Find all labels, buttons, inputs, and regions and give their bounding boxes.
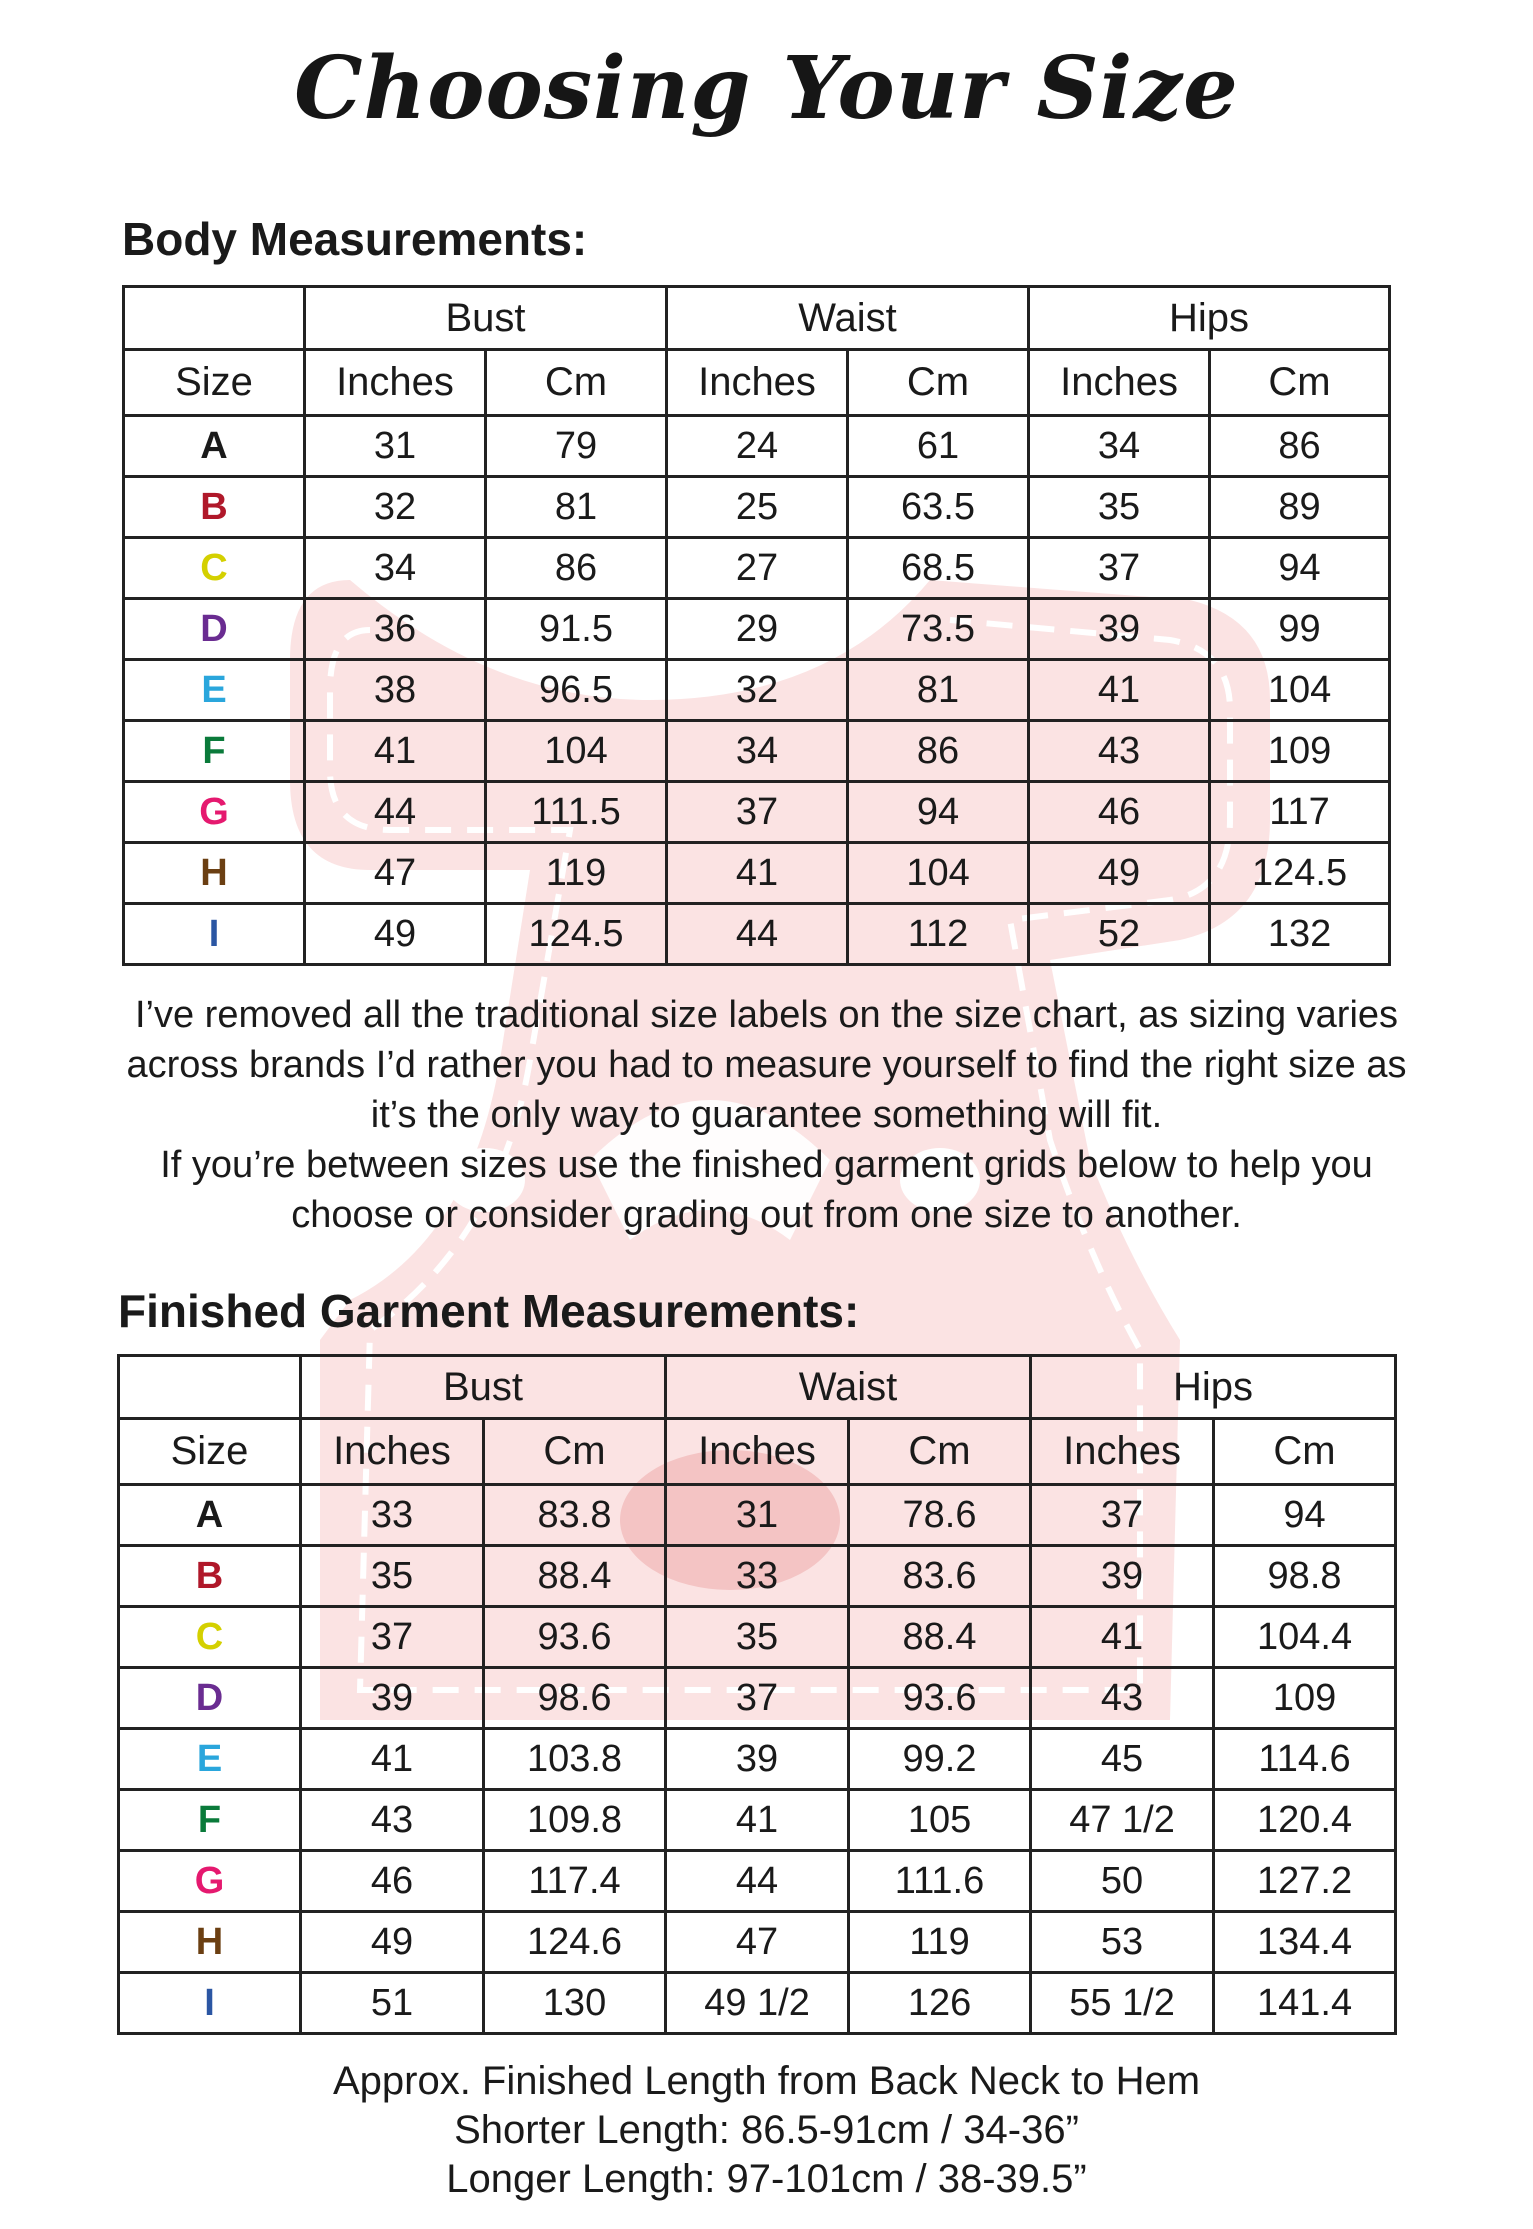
garment-measurements-heading: Finished Garment Measurements: <box>118 1285 860 1337</box>
measurement-cell: 117 <box>1210 782 1390 843</box>
garment-measurements-table <box>117 1354 1397 2035</box>
bust-cm-header: Cm <box>486 350 667 416</box>
measurement-cell: 25 <box>667 477 848 538</box>
length-note <box>0 2057 1533 2204</box>
size-label: B <box>124 477 305 538</box>
size-column-header: Size <box>124 350 305 416</box>
size-label: E <box>119 1729 301 1790</box>
size-column-header: Size <box>119 1419 301 1485</box>
measurement-cell: 132 <box>1210 904 1390 965</box>
measurement-cell: 127.2 <box>1214 1851 1396 1912</box>
size-label: A <box>124 416 305 477</box>
measurement-cell: 112 <box>848 904 1029 965</box>
size-label: I <box>124 904 305 965</box>
bust-group-header: Bust <box>305 287 667 350</box>
measurement-cell: 33 <box>666 1546 849 1607</box>
measurement-cell: 47 1/2 <box>1031 1790 1214 1851</box>
measurement-cell: 47 <box>666 1912 849 1973</box>
size-label: C <box>119 1607 301 1668</box>
measurement-cell: 124.6 <box>484 1912 666 1973</box>
measurement-cell: 68.5 <box>848 538 1029 599</box>
measurement-cell: 41 <box>667 843 848 904</box>
size-label: D <box>124 599 305 660</box>
measurement-cell: 41 <box>1029 660 1210 721</box>
hips-group-header: Hips <box>1031 1356 1396 1419</box>
measurement-cell: 89 <box>1210 477 1390 538</box>
measurement-cell: 94 <box>1210 538 1390 599</box>
measurement-cell: 41 <box>666 1790 849 1851</box>
measurement-cell: 109 <box>1214 1668 1396 1729</box>
measurement-cell: 99 <box>1210 599 1390 660</box>
measurement-cell: 53 <box>1031 1912 1214 1973</box>
sizing-note-line: across brands I’d rather you had to measure yourself to find the right size as <box>126 1044 1407 1086</box>
size-label: B <box>119 1546 301 1607</box>
measurement-cell: 119 <box>849 1912 1031 1973</box>
table-row <box>119 1790 1396 1851</box>
measurement-cell: 46 <box>1029 782 1210 843</box>
measurement-cell: 88.4 <box>484 1546 666 1607</box>
measurement-cell: 83.8 <box>484 1485 666 1546</box>
measurement-cell: 104 <box>1210 660 1390 721</box>
measurement-cell: 86 <box>1210 416 1390 477</box>
waist-group-header: Waist <box>666 1356 1031 1419</box>
measurement-cell: 44 <box>666 1851 849 1912</box>
sizing-note-line: choose or consider grading out from one size to another. <box>291 1194 1242 1236</box>
table-row <box>124 416 1390 477</box>
measurement-cell: 91.5 <box>486 599 667 660</box>
measurement-cell: 41 <box>1031 1607 1214 1668</box>
table-row <box>119 1912 1396 1973</box>
hips-cm-header: Cm <box>1214 1419 1396 1485</box>
measurement-cell: 49 <box>1029 843 1210 904</box>
table-row <box>119 1973 1396 2034</box>
table-row <box>124 599 1390 660</box>
measurement-cell: 33 <box>301 1485 484 1546</box>
measurement-cell: 38 <box>305 660 486 721</box>
measurement-cell: 51 <box>301 1973 484 2034</box>
measurement-cell: 117.4 <box>484 1851 666 1912</box>
measurement-cell: 36 <box>305 599 486 660</box>
measurement-cell: 34 <box>1029 416 1210 477</box>
measurement-cell: 98.6 <box>484 1668 666 1729</box>
measurement-cell: 50 <box>1031 1851 1214 1912</box>
measurement-cell: 111.5 <box>486 782 667 843</box>
table-row <box>124 721 1390 782</box>
measurement-cell: 94 <box>1214 1485 1396 1546</box>
measurement-cell: 37 <box>666 1668 849 1729</box>
measurement-cell: 27 <box>667 538 848 599</box>
measurement-cell: 39 <box>1029 599 1210 660</box>
measurement-cell: 63.5 <box>848 477 1029 538</box>
measurement-cell: 88.4 <box>849 1607 1031 1668</box>
measurement-cell: 34 <box>667 721 848 782</box>
measurement-cell: 29 <box>667 599 848 660</box>
measurement-cell: 103.8 <box>484 1729 666 1790</box>
table-row <box>119 1729 1396 1790</box>
measurement-cell: 44 <box>667 904 848 965</box>
table-row <box>119 1546 1396 1607</box>
table-row <box>124 538 1390 599</box>
measurement-cell: 79 <box>486 416 667 477</box>
measurement-cell: 39 <box>666 1729 849 1790</box>
size-label: H <box>119 1912 301 1973</box>
measurement-cell: 43 <box>301 1790 484 1851</box>
measurement-cell: 37 <box>301 1607 484 1668</box>
measurement-cell: 105 <box>849 1790 1031 1851</box>
sizing-note-line: it’s the only way to guarantee something will fit. <box>370 1094 1163 1136</box>
hips-cm-header: Cm <box>1210 350 1390 416</box>
measurement-cell: 39 <box>301 1668 484 1729</box>
size-label: F <box>124 721 305 782</box>
length-note-line: Shorter Length: 86.5-91cm / 34-36” <box>454 2108 1079 2152</box>
measurement-cell: 41 <box>301 1729 484 1790</box>
measurement-cell: 35 <box>666 1607 849 1668</box>
measurement-cell: 45 <box>1031 1729 1214 1790</box>
measurement-cell: 37 <box>667 782 848 843</box>
measurement-cell: 43 <box>1031 1668 1214 1729</box>
hips-inches-header: Inches <box>1029 350 1210 416</box>
measurement-cell: 124.5 <box>486 904 667 965</box>
sizing-note-line: I’ve removed all the traditional size labels on the size chart, as sizing varies <box>134 994 1399 1036</box>
length-note-line: Approx. Finished Length from Back Neck to Hem <box>332 2059 1201 2103</box>
measurement-cell: 124.5 <box>1210 843 1390 904</box>
measurement-cell: 104 <box>848 843 1029 904</box>
measurement-cell: 49 1/2 <box>666 1973 849 2034</box>
measurement-cell: 109.8 <box>484 1790 666 1851</box>
measurement-cell: 35 <box>301 1546 484 1607</box>
measurement-cell: 43 <box>1029 721 1210 782</box>
measurement-cell: 83.6 <box>849 1546 1031 1607</box>
bust-group-header: Bust <box>301 1356 666 1419</box>
waist-cm-header: Cm <box>848 350 1029 416</box>
measurement-cell: 119 <box>486 843 667 904</box>
table-row <box>119 1485 1396 1546</box>
measurement-cell: 126 <box>849 1973 1031 2034</box>
size-label: C <box>124 538 305 599</box>
measurement-cell: 47 <box>305 843 486 904</box>
measurement-cell: 78.6 <box>849 1485 1031 1546</box>
measurement-cell: 49 <box>301 1912 484 1973</box>
page-title: Choosing Your Size <box>294 38 1239 139</box>
measurement-cell: 99.2 <box>849 1729 1031 1790</box>
measurement-cell: 130 <box>484 1973 666 2034</box>
measurement-cell: 32 <box>305 477 486 538</box>
waist-inches-header: Inches <box>667 350 848 416</box>
waist-inches-header: Inches <box>666 1419 849 1485</box>
measurement-cell: 31 <box>666 1485 849 1546</box>
size-label: I <box>119 1973 301 2034</box>
size-label: D <box>119 1668 301 1729</box>
table-row <box>124 843 1390 904</box>
body-measurements-table <box>122 285 1391 966</box>
corner-cell <box>119 1356 301 1419</box>
size-label: H <box>124 843 305 904</box>
bust-cm-header: Cm <box>484 1419 666 1485</box>
measurement-cell: 94 <box>848 782 1029 843</box>
measurement-cell: 44 <box>305 782 486 843</box>
measurement-cell: 96.5 <box>486 660 667 721</box>
measurement-cell: 52 <box>1029 904 1210 965</box>
measurement-cell: 31 <box>305 416 486 477</box>
measurement-cell: 93.6 <box>849 1668 1031 1729</box>
size-label: G <box>119 1851 301 1912</box>
corner-cell <box>124 287 305 350</box>
size-label: E <box>124 660 305 721</box>
measurement-cell: 35 <box>1029 477 1210 538</box>
measurement-cell: 120.4 <box>1214 1790 1396 1851</box>
measurement-cell: 61 <box>848 416 1029 477</box>
size-label: A <box>119 1485 301 1546</box>
measurement-cell: 46 <box>301 1851 484 1912</box>
hips-inches-header: Inches <box>1031 1419 1214 1485</box>
measurement-cell: 81 <box>486 477 667 538</box>
measurement-cell: 34 <box>305 538 486 599</box>
measurement-cell: 81 <box>848 660 1029 721</box>
hips-group-header: Hips <box>1029 287 1390 350</box>
table-row <box>124 477 1390 538</box>
table-row <box>119 1851 1396 1912</box>
measurement-cell: 37 <box>1029 538 1210 599</box>
measurement-cell: 32 <box>667 660 848 721</box>
table-row <box>124 660 1390 721</box>
measurement-cell: 37 <box>1031 1485 1214 1546</box>
measurement-cell: 134.4 <box>1214 1912 1396 1973</box>
length-note-line: Longer Length: 97-101cm / 38-39.5” <box>446 2157 1087 2201</box>
body-measurements-heading: Body Measurements: <box>122 213 588 265</box>
measurement-cell: 41 <box>305 721 486 782</box>
measurement-cell: 73.5 <box>848 599 1029 660</box>
measurement-cell: 49 <box>305 904 486 965</box>
table-row <box>124 904 1390 965</box>
measurement-cell: 39 <box>1031 1546 1214 1607</box>
measurement-cell: 141.4 <box>1214 1973 1396 2034</box>
measurement-cell: 93.6 <box>484 1607 666 1668</box>
measurement-cell: 86 <box>848 721 1029 782</box>
bust-inches-header: Inches <box>305 350 486 416</box>
sizing-note-line: If you’re between sizes use the finished garment grids below to help you <box>160 1144 1373 1186</box>
waist-cm-header: Cm <box>849 1419 1031 1485</box>
bust-inches-header: Inches <box>301 1419 484 1485</box>
sizing-note <box>40 990 1493 1240</box>
measurement-cell: 98.8 <box>1214 1546 1396 1607</box>
table-row <box>124 782 1390 843</box>
measurement-cell: 86 <box>486 538 667 599</box>
measurement-cell: 109 <box>1210 721 1390 782</box>
measurement-cell: 104 <box>486 721 667 782</box>
measurement-cell: 104.4 <box>1214 1607 1396 1668</box>
table-row <box>119 1607 1396 1668</box>
measurement-cell: 114.6 <box>1214 1729 1396 1790</box>
table-row <box>119 1668 1396 1729</box>
measurement-cell: 111.6 <box>849 1851 1031 1912</box>
measurement-cell: 24 <box>667 416 848 477</box>
waist-group-header: Waist <box>667 287 1029 350</box>
size-label: G <box>124 782 305 843</box>
size-label: F <box>119 1790 301 1851</box>
measurement-cell: 55 1/2 <box>1031 1973 1214 2034</box>
